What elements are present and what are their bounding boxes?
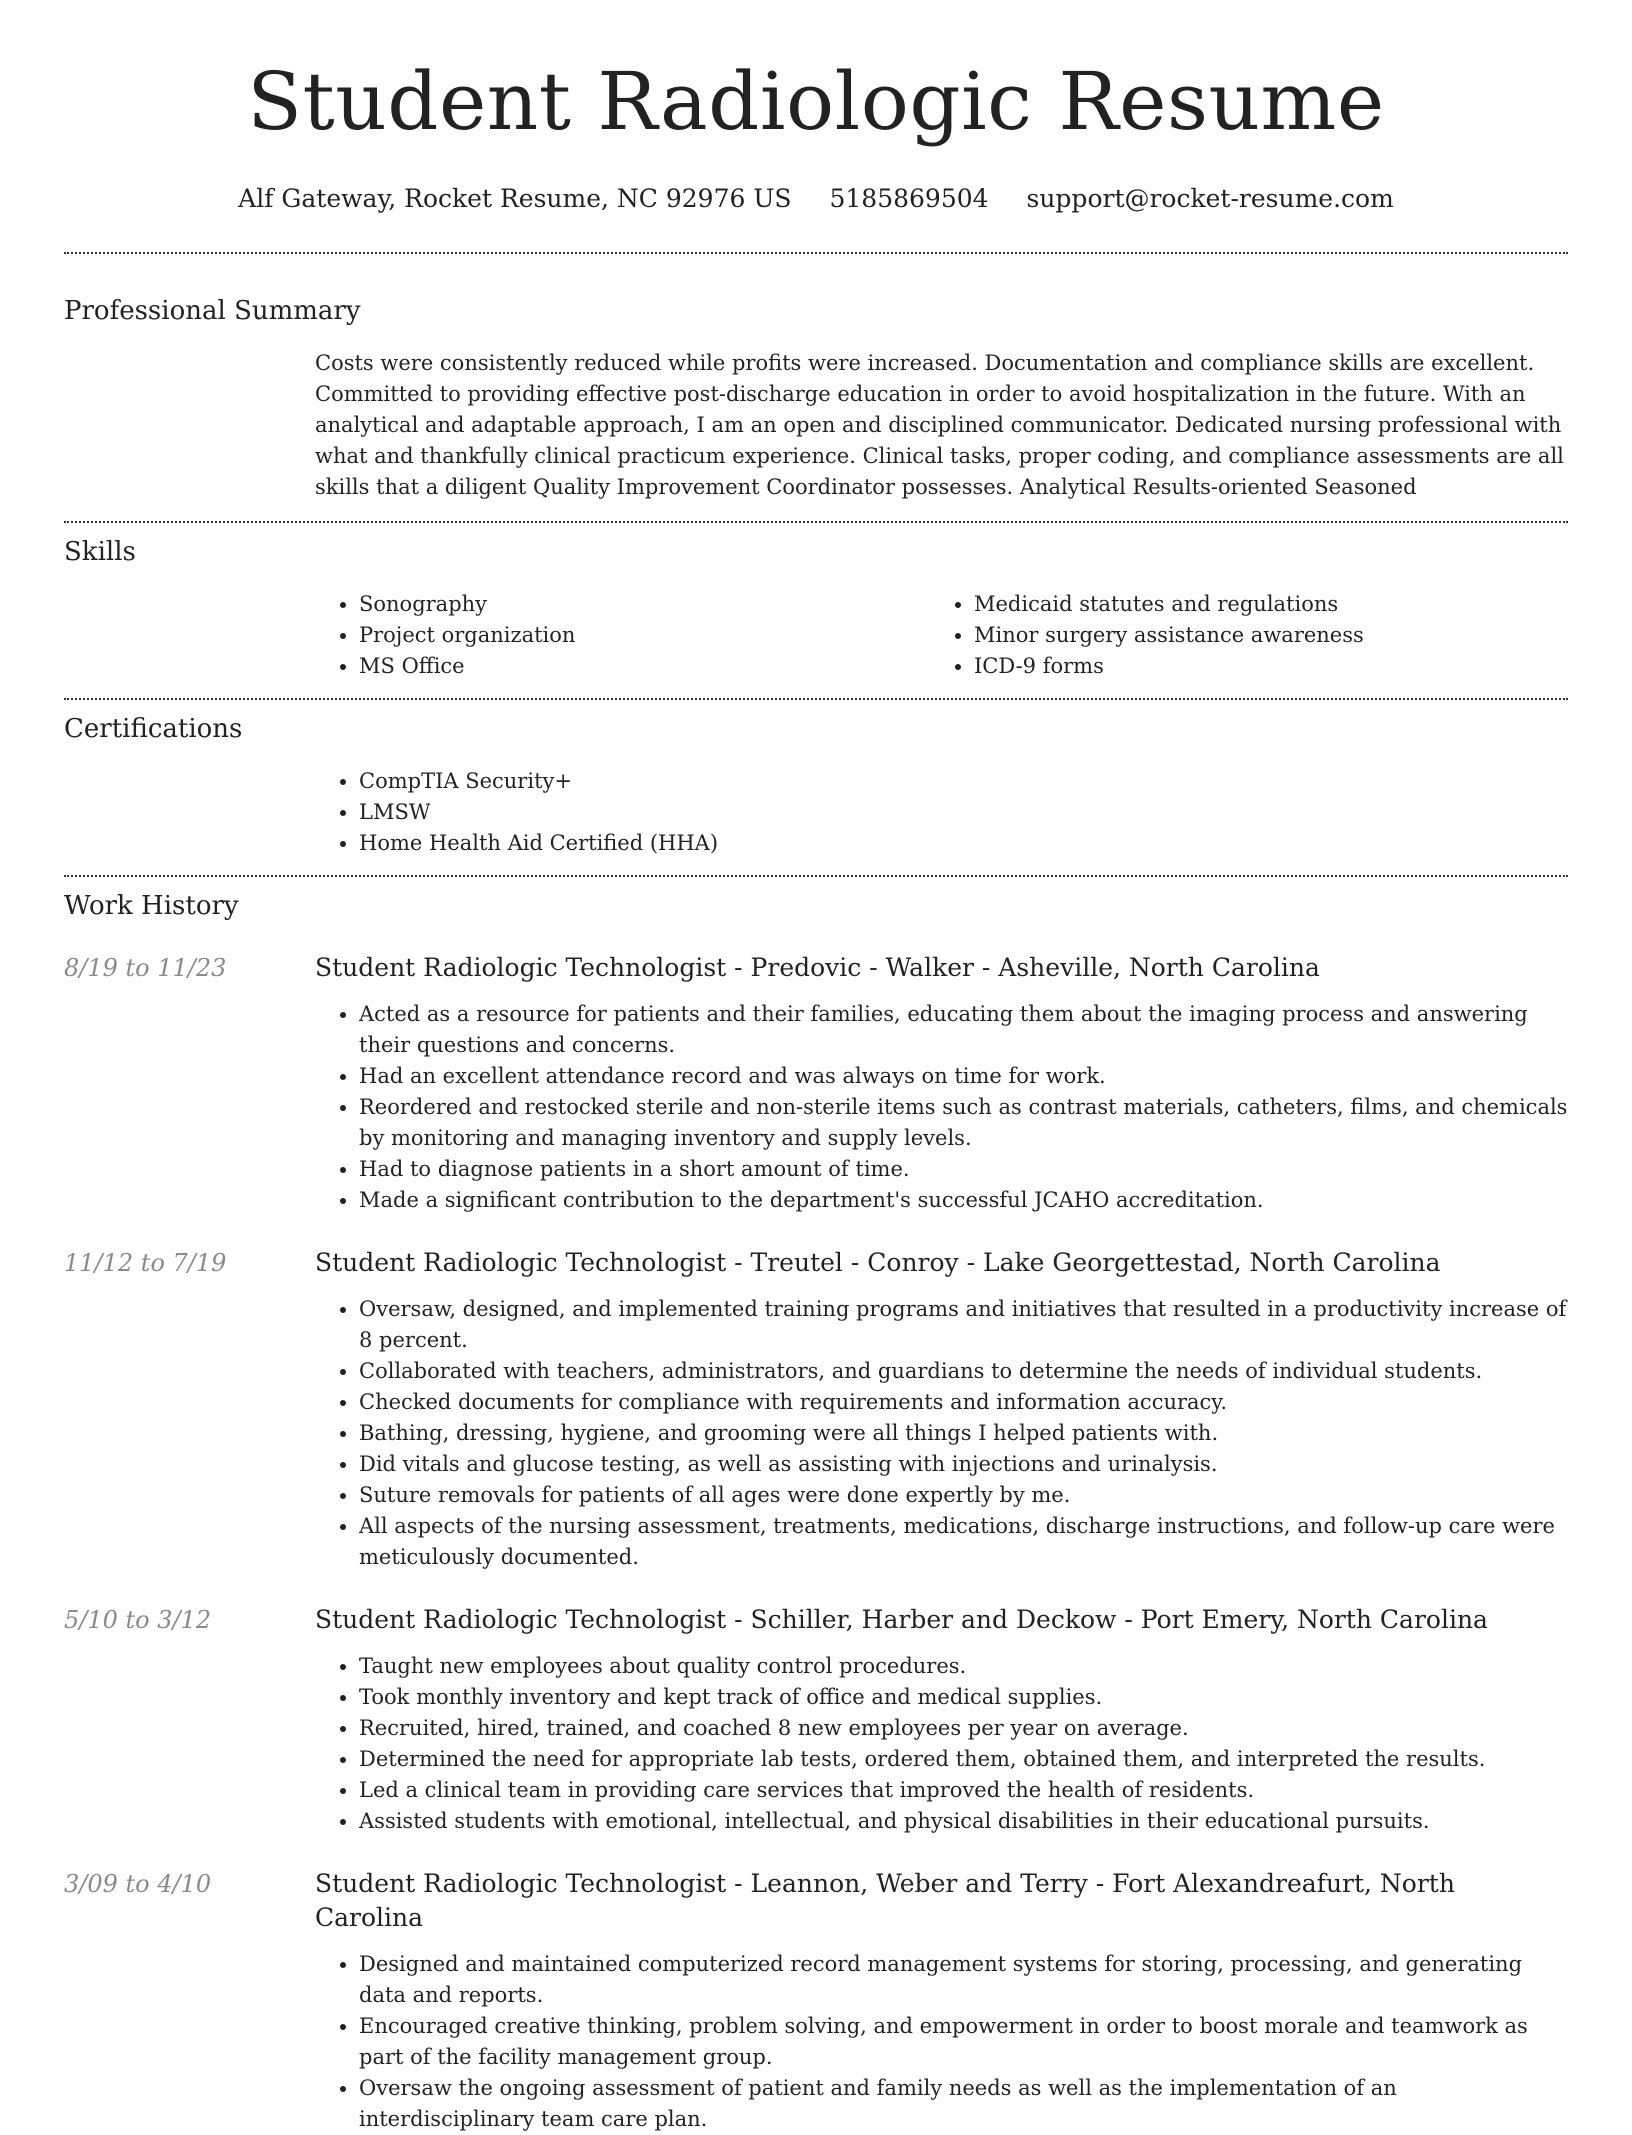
- job-bullet: • Reordered and restocked sterile and non-sterile items such as contrast materials, catheters, films, and chemicals by monitoring and managing inventory and supply levels.: [359, 1092, 1568, 1154]
- certifications-list: [315, 766, 1568, 859]
- job-title: Student Radiologic Technologist - Schiller, Harber and Deckow - Port Emery, North Carolina: [315, 1605, 1488, 1634]
- certifications-list-wrap: [315, 766, 1568, 875]
- job-entry: [64, 951, 1568, 1216]
- skill-item: • Project organization: [359, 620, 930, 651]
- job-body: [315, 1603, 1568, 1837]
- certification-item: • CompTIA Security+: [359, 766, 1568, 797]
- job-bullet: • Collaborated with teachers, administrators, and guardians to determine the needs of individual students.: [359, 1356, 1568, 1387]
- job-bullet: • Bathing, dressing, hygiene, and grooming were all things I helped patients with.: [359, 1418, 1568, 1449]
- job-bullet: • Did vitals and glucose testing, as well as assisting with injections and urinalysis.: [359, 1449, 1568, 1480]
- certifications-heading: Certifications: [64, 714, 243, 744]
- section-divider: [64, 252, 1568, 254]
- job-bullet: • Had to diagnose patients in a short amount of time.: [359, 1154, 1568, 1185]
- work-history-section: [64, 889, 1568, 2135]
- certification-item: • Home Health Aid Certified (HHA): [359, 828, 1568, 859]
- job-title: Student Radiologic Technologist - Leannon, Weber and Terry - Fort Alexandreafurt, North Carolina: [315, 1869, 1455, 1932]
- job-body: [315, 1246, 1568, 1573]
- job-bullet: • Took monthly inventory and kept track of office and medical supplies.: [359, 1682, 1568, 1713]
- skills-columns: [315, 589, 1568, 698]
- job-dates: 11/12 to 7/19: [64, 1249, 227, 1277]
- summary-text: Costs were consistently reduced while profits were increased. Documentation and compliance skills are excellent. Committed to providing effective post-discharge education in order to avoid hospitalization in the future. With an analytical and adaptable approach, I am an open and disciplined communicator. Dedicated nursing professional with what and thankfully clinical practicum experience. Clinical tasks, proper coding, and compliance assessments are all skills that a diligent Quality Improvement Coordinator possesses. Analytical Results-oriented Seasoned: [315, 351, 1564, 499]
- job-bullets: [315, 1949, 1568, 2135]
- work-history-heading: Work History: [64, 891, 239, 921]
- job-bullet: • Led a clinical team in providing care services that improved the health of residents.: [359, 1775, 1568, 1806]
- job-bullet: • All aspects of the nursing assessment, treatments, medications, discharge instructions, and follow-up care were meticulously documented.: [359, 1511, 1568, 1573]
- job-body: [315, 951, 1568, 1216]
- job-body: [315, 1867, 1568, 2135]
- job-bullet: • Taught new employees about quality control procedures.: [359, 1651, 1568, 1682]
- resume-page: [64, 0, 1568, 2135]
- resume-title: Student Radiologic Resume: [247, 55, 1385, 148]
- skill-item: • Medicaid statutes and regulations: [974, 589, 1545, 620]
- skills-section: [64, 535, 1568, 698]
- skills-column-right: [930, 589, 1545, 682]
- contact-phone: 5185869504: [829, 184, 989, 213]
- job-title: Student Radiologic Technologist - Treutel - Conroy - Lake Georgettestad, North Carolina: [315, 1248, 1441, 1277]
- certification-item: • LMSW: [359, 797, 1568, 828]
- job-bullet: • Acted as a resource for patients and their families, educating them about the imaging process and answering their questions and concerns.: [359, 999, 1568, 1061]
- skill-item: • MS Office: [359, 651, 930, 682]
- job-bullet: • Assisted students with emotional, intellectual, and physical disabilities in their educational pursuits.: [359, 1806, 1568, 1837]
- job-bullet: • Encouraged creative thinking, problem solving, and empowerment in order to boost morale and teamwork as part of the facility management group.: [359, 2011, 1568, 2073]
- contact-line: [64, 182, 1568, 216]
- job-bullet: • Determined the need for appropriate lab tests, ordered them, obtained them, and interpreted the results.: [359, 1744, 1568, 1775]
- job-entry: [64, 1603, 1568, 1837]
- skill-item: • ICD-9 forms: [974, 651, 1545, 682]
- certifications-section: [64, 712, 1568, 875]
- skill-item: • Minor surgery assistance awareness: [974, 620, 1545, 651]
- job-bullet: • Oversaw the ongoing assessment of patient and family needs as well as the implementation of an interdisciplinary team care plan.: [359, 2073, 1568, 2135]
- skill-item: • Sonography: [359, 589, 930, 620]
- job-bullets: [315, 1651, 1568, 1837]
- job-entry: [64, 1867, 1568, 2135]
- job-bullet: • Made a significant contribution to the department's successful JCAHO accreditation.: [359, 1185, 1568, 1216]
- job-dates: 8/19 to 11/23: [64, 954, 227, 982]
- contact-address: Alf Gateway, Rocket Resume, NC 92976 US: [238, 184, 792, 213]
- skills-heading: Skills: [64, 537, 136, 567]
- job-bullet: • Checked documents for compliance with requirements and information accuracy.: [359, 1387, 1568, 1418]
- job-title: Student Radiologic Technologist - Predovic - Walker - Asheville, North Carolina: [315, 953, 1320, 982]
- section-divider: [64, 875, 1568, 877]
- job-bullet: • Suture removals for patients of all ages were done expertly by me.: [359, 1480, 1568, 1511]
- job-dates: 5/10 to 3/12: [64, 1606, 212, 1634]
- job-entry: [64, 1246, 1568, 1573]
- job-bullets: [315, 1294, 1568, 1573]
- job-dates: 3/09 to 4/10: [64, 1870, 212, 1898]
- skills-list-left: [315, 589, 930, 682]
- job-bullet: • Oversaw, designed, and implemented training programs and initiatives that resulted in a productivity increase of 8 percent.: [359, 1294, 1568, 1356]
- job-bullet: • Had an excellent attendance record and was always on time for work.: [359, 1061, 1568, 1092]
- job-bullet: • Designed and maintained computerized record management systems for storing, processing, and generating data and reports.: [359, 1949, 1568, 2011]
- skills-column-left: [315, 589, 930, 682]
- job-bullets: [315, 999, 1568, 1216]
- contact-email[interactable]: support@rocket-resume.com: [1026, 184, 1394, 213]
- section-divider: [64, 521, 1568, 523]
- summary-section: [64, 294, 1568, 521]
- skills-list-right: [930, 589, 1545, 682]
- summary-heading: Professional Summary: [64, 296, 361, 326]
- job-bullet: • Recruited, hired, trained, and coached 8 new employees per year on average.: [359, 1713, 1568, 1744]
- section-divider: [64, 698, 1568, 700]
